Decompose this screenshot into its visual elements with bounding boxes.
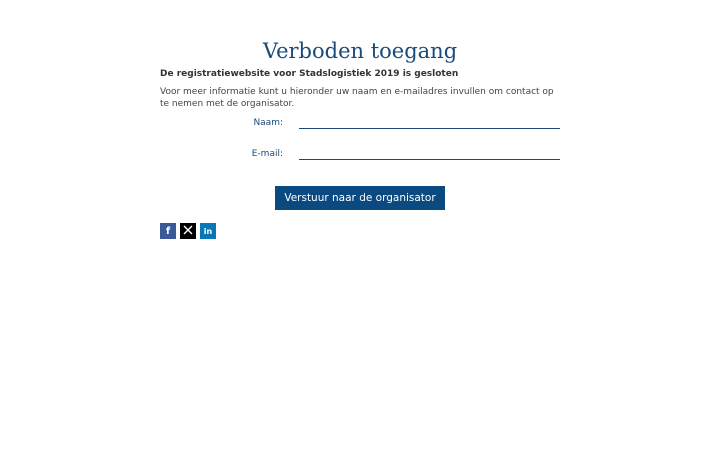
- name-field[interactable]: [299, 116, 560, 129]
- name-row: [160, 116, 560, 147]
- page-title: Verboden toegang: [262, 39, 458, 63]
- info-text: Voor meer informatie kunt u hieronder uw naam en e-mailadres invullen om contact op te nemen met de organisator.: [160, 87, 554, 109]
- x-share-button[interactable]: [180, 223, 196, 239]
- linkedin-icon: in: [203, 226, 213, 236]
- email-row: [160, 147, 560, 178]
- name-label: Naam:: [253, 118, 283, 128]
- facebook-icon: f: [165, 225, 171, 237]
- linkedin-share-button[interactable]: [200, 223, 216, 239]
- social-share-bar: [160, 223, 560, 239]
- x-icon: [183, 225, 193, 238]
- email-field[interactable]: [299, 147, 560, 160]
- email-label: E-mail:: [251, 149, 283, 159]
- main-content: [160, 36, 560, 239]
- submit-wrapper: [160, 186, 560, 210]
- contact-form: [160, 116, 560, 178]
- submit-button[interactable]: Verstuur naar de organisator: [275, 186, 444, 210]
- closed-notice: De registratiewebsite voor Stadslogistiek 2019 is gesloten: [160, 69, 459, 79]
- facebook-share-button[interactable]: [160, 223, 176, 239]
